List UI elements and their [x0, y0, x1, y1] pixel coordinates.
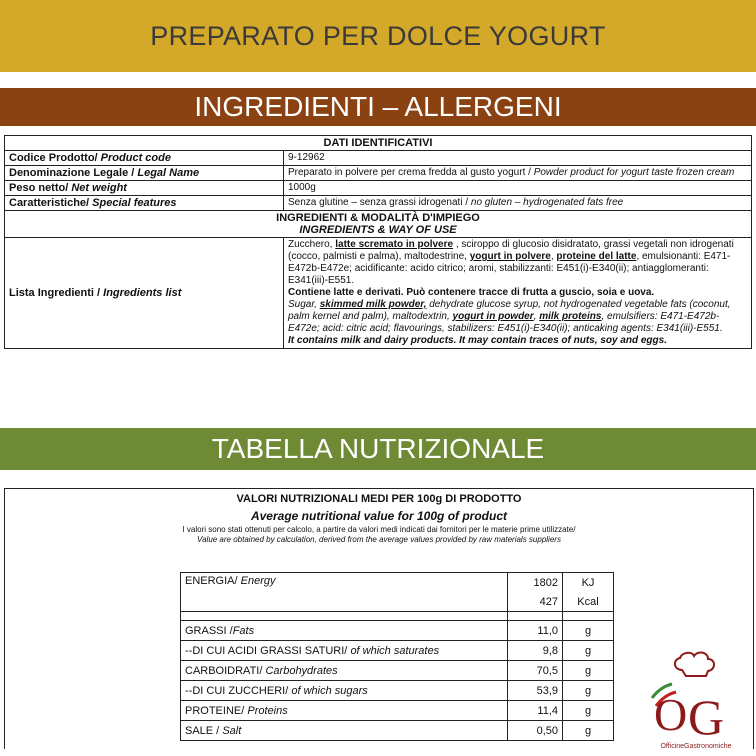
- nutrient-unit: g: [563, 621, 614, 641]
- ingredients-list: [284, 238, 752, 349]
- ingredients-en: Sugar, skimmed milk powder, dehydrate glucose syrup, not hydrogenated vegetable fats (coconut, palm kernel and palm), maltodextrin, yogurt in powder, milk proteins, emulsifiers: E471-E472b-E472e; acid: citric acid; flavourings, stabilizers: E451(i)-E340(ii); anticaking agents: E341(iii)-E551.: [288, 299, 731, 334]
- nutrient-unit: g: [563, 701, 614, 721]
- allergen-section-banner: [0, 88, 756, 126]
- table-row: [181, 641, 614, 661]
- table-row: [181, 701, 614, 721]
- nutrient-value: 70,5: [508, 661, 563, 681]
- table-row: [5, 211, 752, 238]
- energy-kcal-unit: Kcal: [563, 592, 614, 612]
- logo-brand-text: OfficineGastronomiche: [660, 743, 732, 750]
- nutrient-value: 9,8: [508, 641, 563, 661]
- allergen-note-en: It contains milk and dairy products. It may contain traces of nuts, soy and eggs.: [288, 335, 667, 346]
- chef-hat-icon: [675, 652, 714, 676]
- table-row: [181, 721, 614, 741]
- row-label: Peso netto/ Net weight: [5, 181, 284, 196]
- nutrient-label: CARBOIDRATI/ Carbohydrates: [181, 661, 508, 681]
- top-title-banner: [0, 0, 756, 72]
- nutrition-table: [180, 572, 614, 741]
- energy-label: ENERGIA/ Energy: [181, 573, 508, 612]
- table-row: [5, 238, 752, 349]
- identification-table: [4, 135, 752, 349]
- row-label: Denominazione Legale / Legal Name: [5, 166, 284, 181]
- nutrient-label: GRASSI /Fats: [181, 621, 508, 641]
- id-table-header: DATI IDENTIFICATIVI: [5, 136, 752, 151]
- row-label: Caratteristiche/ Special features: [5, 196, 284, 211]
- ingredients-it: Zucchero, latte scremato in polvere , sciroppo di glucosio disidratato, grassi vegetali non idrogenati (cocco, palmisti e palma), maltodestrine, yogurt in polvere, proteine del latte, emulsionanti: E471-E472b-E472e; acidificante: acido citrico; aromi, stabilizzanti: E451(i)-E340(ii); antiagglomeranti: E341(iii)-E551.: [288, 239, 734, 286]
- nutrient-label: PROTEINE/ Proteins: [181, 701, 508, 721]
- nutrient-value: 11,0: [508, 621, 563, 641]
- nutrition-section-banner: [0, 428, 756, 470]
- nutrition-note: I valori sono stati ottenuti per calcolo, a partire da valori medi indicati dai fornitori per le materie prime utilizzate/ Value are obtained by calculation, derived from the average values provided by raw materials suppliers: [182, 525, 576, 544]
- row-value: Senza glutine – senza grassi idrogenati / no gluten – hydrogenated fats free: [284, 196, 752, 211]
- table-row: [181, 681, 614, 701]
- nutrient-unit: g: [563, 661, 614, 681]
- energy-kcal-value: 427: [508, 592, 563, 612]
- nutrient-value: 53,9: [508, 681, 563, 701]
- row-value: 9-12962: [284, 151, 752, 166]
- nutrition-subtitle: Average nutritional value for 100g of product: [250, 509, 508, 523]
- logo-monogram-o: O: [654, 689, 688, 740]
- nutrition-title: VALORI NUTRIZIONALI MEDI PER 100g DI PRODOTTO: [236, 493, 522, 505]
- table-row: [5, 181, 752, 196]
- energy-kj-unit: KJ: [563, 573, 614, 593]
- nutrient-unit: g: [563, 721, 614, 741]
- nutrition-section-title: TABELLA NUTRIZIONALE: [211, 433, 545, 464]
- row-value: Preparato in polvere per crema fredda al gusto yogurt / Powder product for yogurt taste frozen cream: [284, 166, 752, 181]
- table-row: [181, 573, 614, 593]
- ingredients-header-en: INGREDIENTS & WAY OF USE: [299, 224, 457, 236]
- energy-kj-value: 1802: [508, 573, 563, 593]
- nutrient-unit: g: [563, 681, 614, 701]
- ingredients-label: Lista Ingredienti / Ingredients list: [5, 238, 284, 349]
- nutrient-unit: g: [563, 641, 614, 661]
- nutrient-label: --DI CUI ACIDI GRASSI SATURI/ of which saturates: [181, 641, 508, 661]
- nutrient-label: SALE / Salt: [181, 721, 508, 741]
- officine-gastronomiche-logo: [644, 650, 748, 752]
- ingredients-header-it: INGREDIENTI & MODALITÀ D'IMPIEGO: [276, 212, 480, 224]
- product-title: PREPARATO PER DOLCE YOGURT: [150, 20, 606, 51]
- nutrient-value: 0,50: [508, 721, 563, 741]
- row-value: 1000g: [284, 181, 752, 196]
- logo-monogram-g: G: [688, 689, 725, 745]
- table-row: [181, 621, 614, 641]
- row-label: Codice Prodotto/ Product code: [5, 151, 284, 166]
- table-spacer: [181, 612, 614, 621]
- nutrient-value: 11,4: [508, 701, 563, 721]
- table-row: [5, 196, 752, 211]
- nutrient-label: --DI CUI ZUCCHERI/ of which sugars: [181, 681, 508, 701]
- allergen-section-title: INGREDIENTI – ALLERGENI: [194, 91, 562, 122]
- table-row: [5, 136, 752, 151]
- table-row: [5, 166, 752, 181]
- table-row: [181, 661, 614, 681]
- ingredients-header: [5, 211, 752, 238]
- table-row: [5, 151, 752, 166]
- allergen-note-it: Contiene latte e derivati. Può contenere tracce di frutta a guscio, soia e uova.: [288, 287, 655, 298]
